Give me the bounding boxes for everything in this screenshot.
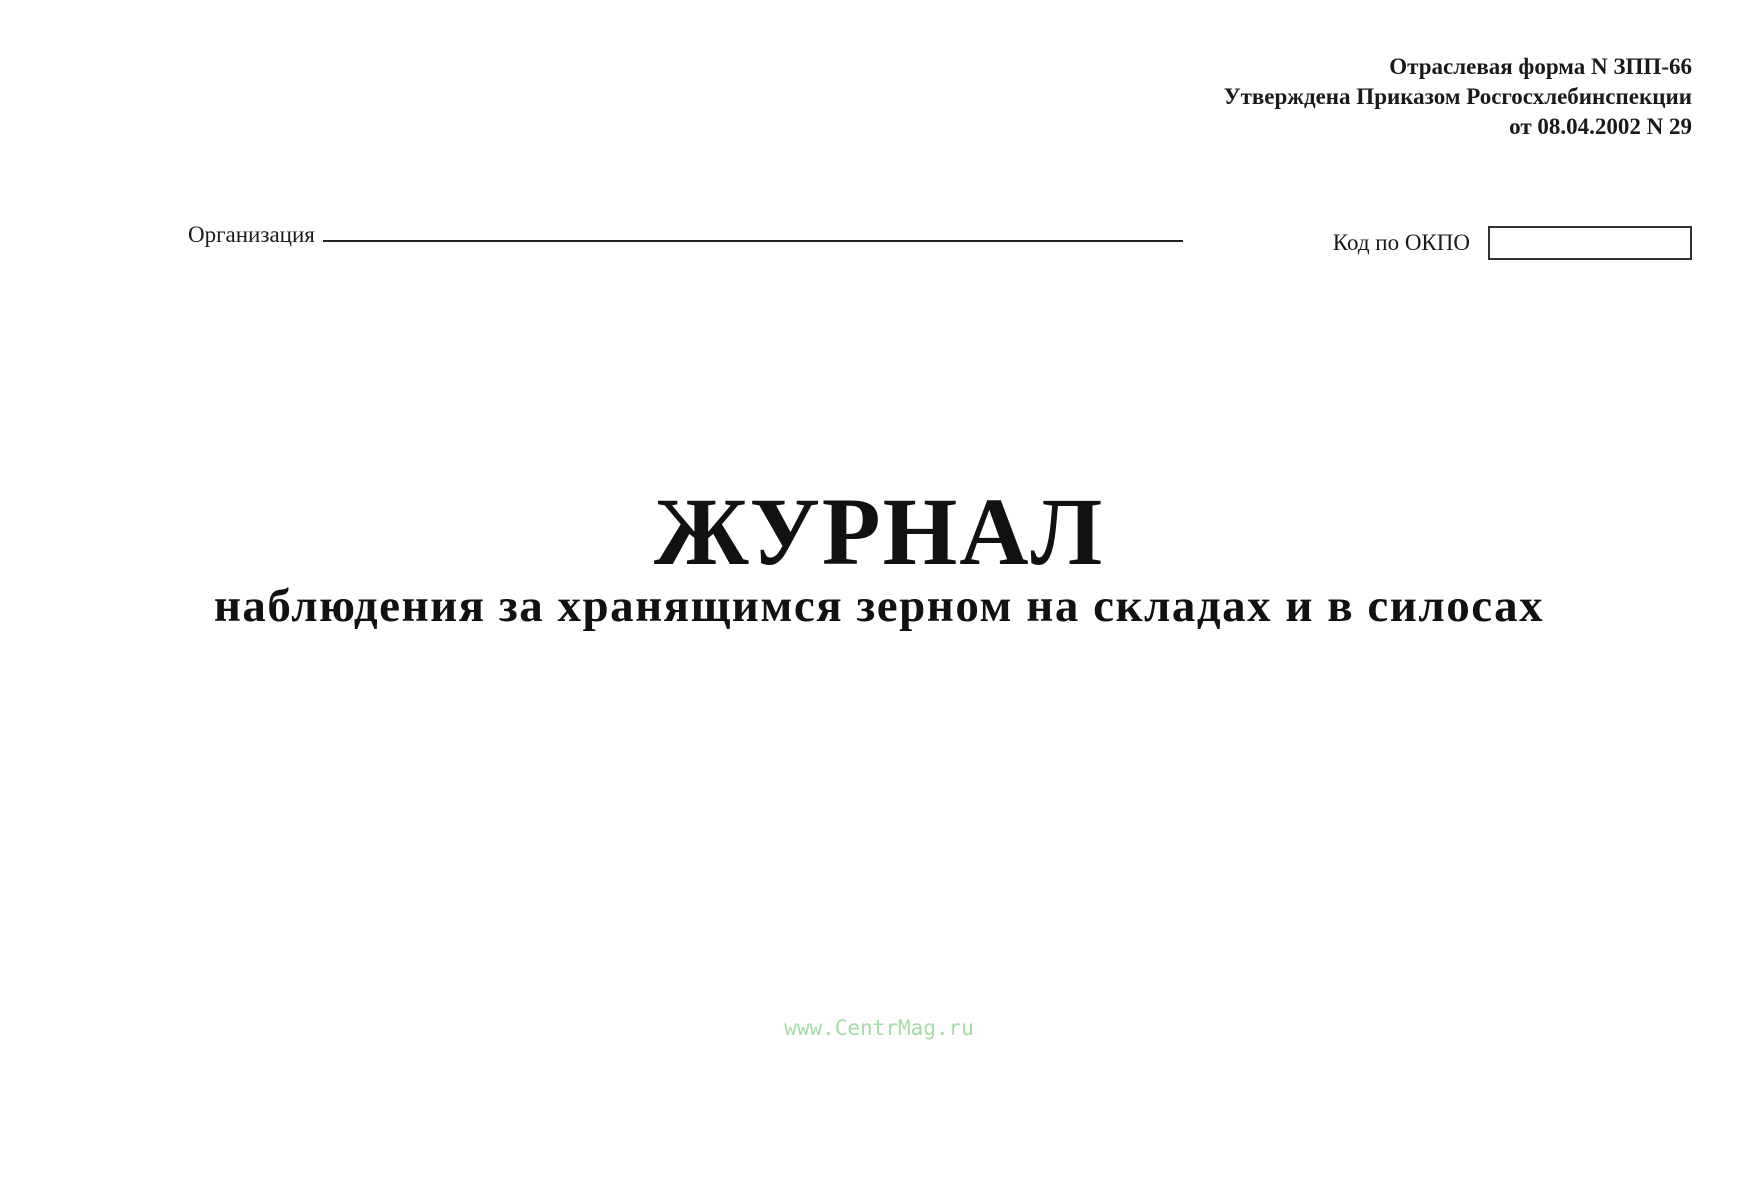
document-subtitle: наблюдения за хранящимся зерном на складах и в силосах — [213, 580, 1545, 632]
okpo-label: Код по ОКПО — [1332, 230, 1470, 255]
watermark: www.CentrMag.ru — [784, 1016, 974, 1040]
okpo-row — [1333, 226, 1692, 260]
document-title: ЖУРНАЛ — [653, 478, 1105, 585]
organization-field — [323, 240, 1183, 242]
organization-label: Организация — [188, 222, 315, 247]
form-header — [1224, 52, 1692, 142]
form-header-line: Отраслевая форма N ЗПП-66 — [1389, 54, 1692, 79]
organization-row — [188, 222, 1183, 248]
okpo-field — [1488, 226, 1692, 260]
form-header-line: Утверждена Приказом Росгосхлебинспекции — [1223, 84, 1692, 109]
form-header-line: от 08.04.2002 N 29 — [1509, 114, 1692, 139]
